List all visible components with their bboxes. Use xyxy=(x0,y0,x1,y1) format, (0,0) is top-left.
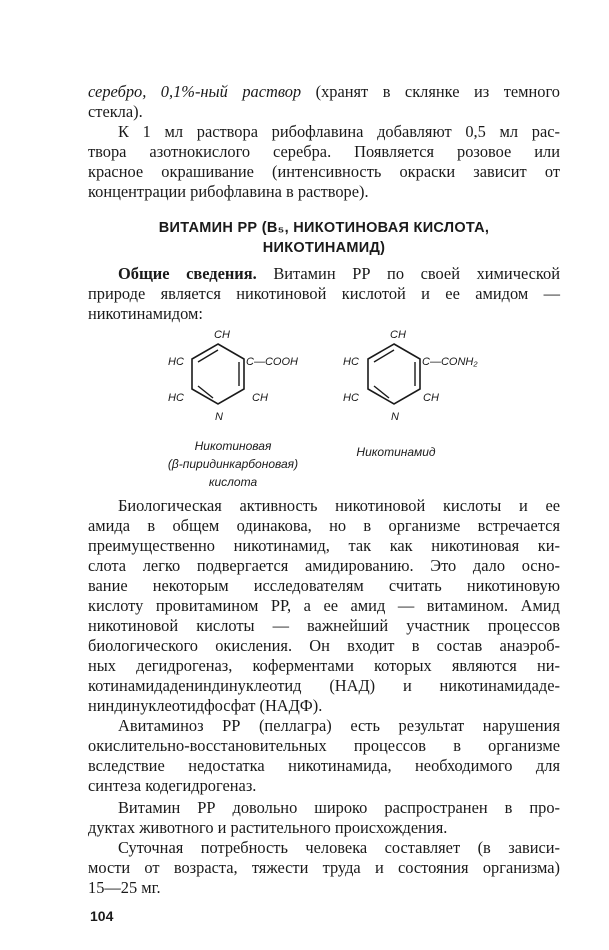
intro-italic-phrase: серебро, 0,1%-ный раствор xyxy=(88,82,302,101)
substituent-label: C—CONH₂ xyxy=(422,356,478,368)
substituent-label: C—COOH xyxy=(246,356,298,368)
paragraph-line: мости от возраста, тяжести труда и состояния организма) xyxy=(88,858,560,877)
caption-line: (β-пиридинкарбоновая) xyxy=(167,457,299,471)
paragraph-line: кислоту провитамином РР, а ее амид — витамином. Амид xyxy=(88,596,560,615)
paragraph-line: Суточная потребность человека составляет (в зависи- xyxy=(118,838,560,857)
nitrogen-label: N xyxy=(215,411,223,423)
paragraph-line: ниндинуклеотидфосфат (НАДФ). xyxy=(88,696,323,715)
atom-label: HC xyxy=(168,392,184,404)
caption-line: Никотиновая xyxy=(194,439,272,453)
paragraph-line: Витамин РР довольно широко распространен в про- xyxy=(118,798,560,817)
paragraph-line: преимущественно никотинамид, так как никотиновая ки- xyxy=(88,536,560,555)
paragraph-line: слота легко подвергается амидированию. Это дало осно- xyxy=(88,556,560,575)
general-line-1-rest: Витамин РР по своей химической xyxy=(256,264,560,283)
paragraph-line: Биологическая активность никотиновой кислоты и ее xyxy=(118,496,560,515)
general-line-2: природе является никотиновой кислотой и ее амидом — xyxy=(88,284,560,303)
paragraph-line: твора азотнокислого серебра. Появляется розовое или xyxy=(88,142,560,161)
atom-label: HC xyxy=(343,356,359,368)
general-label: Общие сведения. xyxy=(118,264,257,283)
atom-label: CH xyxy=(214,329,230,341)
intro-line-2: стекла). xyxy=(88,102,143,121)
caption-line: Никотинамид xyxy=(356,445,436,459)
caption-line: кислота xyxy=(208,475,258,489)
paragraph-line: биологического окисления. Он входит в состав анаэроб- xyxy=(88,636,560,655)
paragraph-line: окислительно-восстановительных процессов в организме xyxy=(88,736,560,755)
paragraph-line: 15—25 мг. xyxy=(88,878,161,897)
paragraph-line: амида в общем одинакова, но в организме встречается xyxy=(88,516,560,535)
atom-label: CH xyxy=(423,392,439,404)
section-title-line-1: ВИТАМИН РР (B₅, НИКОТИНОВАЯ КИСЛОТА, xyxy=(158,220,490,236)
paragraph-line: вследствие недостатка никотинамида, необходимого для xyxy=(88,756,560,775)
pyridine-ring xyxy=(368,344,420,404)
atom-label: CH xyxy=(390,329,406,341)
paragraph-line: синтеза кодегидрогеназ. xyxy=(88,776,257,795)
paragraph-line: ных дегидрогеназ, коферментами которых являются ни- xyxy=(88,656,560,675)
section-title-line-2: НИКОТИНАМИД) xyxy=(262,240,386,256)
atom-label: HC xyxy=(168,356,184,368)
nicotinamide-structure xyxy=(343,329,478,459)
double-bond xyxy=(198,350,218,362)
double-bond xyxy=(374,350,394,362)
page-number: 104 xyxy=(90,908,114,924)
atom-label: CH xyxy=(252,392,268,404)
nitrogen-label: N xyxy=(391,411,399,423)
paragraph-line: котинамидадениндинуклеотид (НАД) и никотинамидаде- xyxy=(88,676,560,695)
paragraph-line: Авитаминоз РР (пеллагра) есть результат нарушения xyxy=(118,716,560,735)
paragraph-line: вание некоторым исследователям считать никотиновую xyxy=(88,576,560,595)
paragraph-line: К 1 мл раствора рибофлавина добавляют 0,5 мл рас- xyxy=(118,122,560,141)
paragraph-line: никотиновой кислоты — важнейший участник процессов xyxy=(88,616,560,635)
paragraph-line: дуктах животного и растительного происхождения. xyxy=(88,818,448,837)
nicotinic-acid-structure xyxy=(168,329,298,489)
intro-line-1-rest: (хранят в склянке из темного xyxy=(301,82,560,101)
paragraph-line: концентрации рибофлавина в растворе). xyxy=(88,182,369,201)
atom-label: HC xyxy=(343,392,359,404)
general-line-3: никотинамидом: xyxy=(88,304,203,323)
paragraph-line: красное окрашивание (интенсивность окраски зависит от xyxy=(88,162,560,181)
pyridine-ring xyxy=(192,344,244,404)
